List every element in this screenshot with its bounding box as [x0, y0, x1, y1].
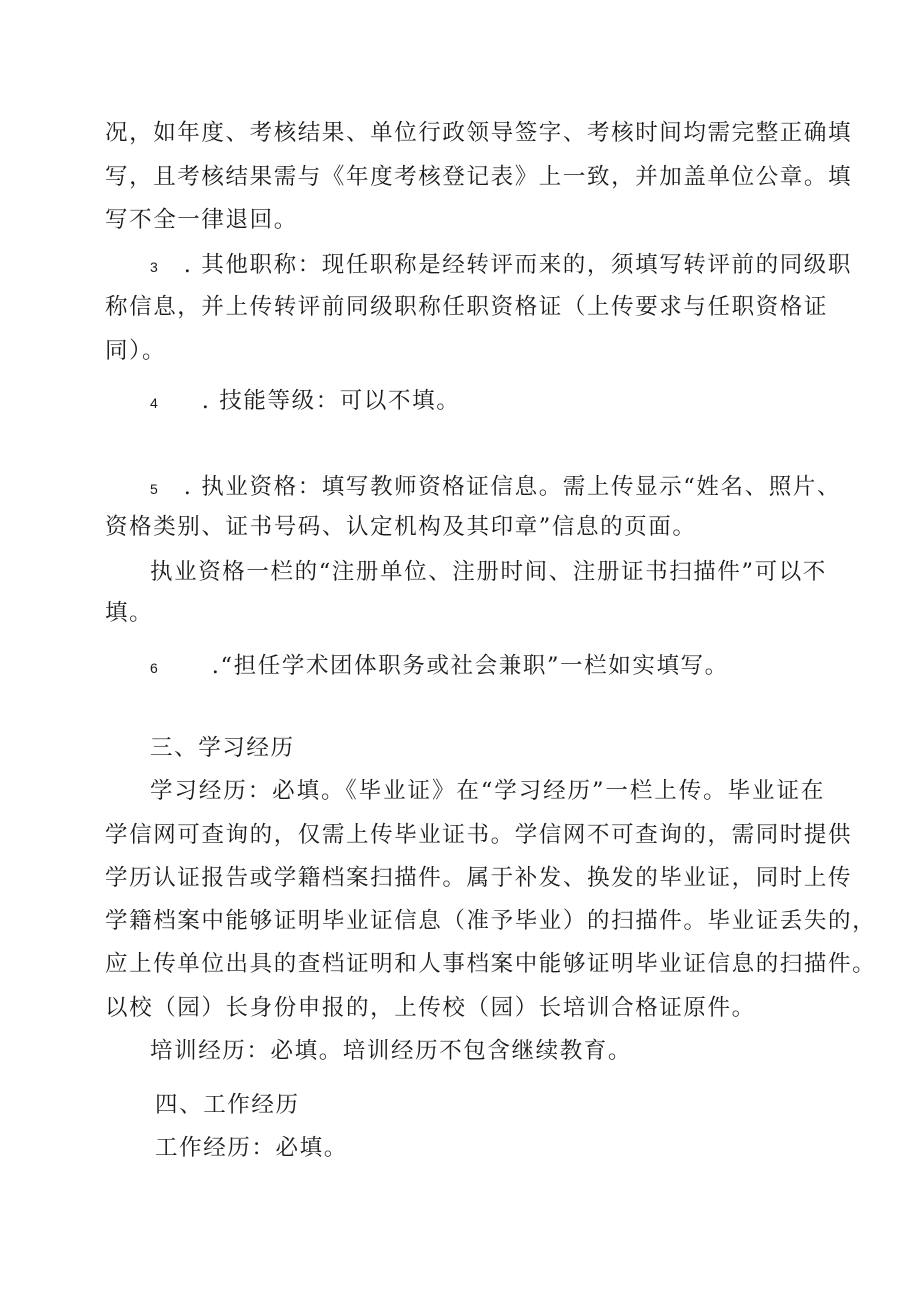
paragraph-line: 写不全一律退回。: [105, 207, 298, 233]
paragraph-line: 以校（园）长身份申报的，上传校（园）长培训合格证原件。: [105, 995, 756, 1021]
item-number: 4: [150, 395, 158, 411]
list-item-6: [150, 651, 825, 683]
item-number: 6: [150, 660, 158, 676]
item-text: . 执业资格：填写教师资格证信息。需上传显示“姓名、照片、: [183, 474, 842, 500]
paragraph-line: 况，如年度、考核结果、单位行政领导签字、考核时间均需完整正确填: [105, 120, 853, 146]
item-number: 5: [150, 481, 158, 497]
paragraph-line: 培训经历：必填。培训经历不包含继续教育。: [150, 1038, 633, 1064]
section-heading: 三、学习经历: [150, 735, 295, 761]
item-text: . 技能等级：可以不填。: [201, 388, 461, 414]
list-item-3: [150, 250, 853, 282]
paragraph-line: 学信网可查询的，仅需上传毕业证书。学信网不可查询的，需同时提供: [105, 822, 853, 848]
paragraph-line: 同）。: [105, 338, 167, 364]
paragraph-line: 应上传单位出具的查档证明和人事档案中能够证明毕业证信息的扫描件。: [105, 951, 877, 977]
item-text: .“担任学术团体职务或社会兼职”一栏如实填写。: [211, 653, 729, 679]
paragraph-line: 学习经历：必填。《毕业证》在“学习经历”一栏上传。毕业证在: [150, 778, 825, 804]
paragraph-line: 写，且考核结果需与《年度考核登记表》上一致，并加盖单位公章。填: [105, 164, 853, 190]
paragraph-line: 工作经历：必填。: [155, 1135, 348, 1161]
list-item-5: [150, 472, 842, 504]
paragraph-line: 执业资格一栏的“注册单位、注册时间、注册证书扫描件”可以不: [150, 559, 827, 585]
paragraph-line: 学历认证报告或学籍档案扫描件。属于补发、换发的毕业证，同时上传: [105, 865, 853, 891]
list-item-4: [150, 386, 825, 418]
paragraph-line: 学籍档案中能够证明毕业证信息（准予毕业）的扫描件。毕业证丢失的，: [105, 908, 877, 934]
item-text: . 其他职称：现任职称是经转评而来的，须填写转评前的同级职: [183, 252, 853, 278]
section-heading: 四、工作经历: [155, 1092, 300, 1118]
paragraph-line: 称信息，并上传转评前同级职称任职资格证（上传要求与任职资格证: [105, 294, 829, 320]
paragraph-line: 填。: [105, 600, 154, 626]
item-number: 3: [150, 259, 158, 275]
paragraph-line: 资格类别、证书号码、认定机构及其印章”信息的页面。: [105, 514, 697, 540]
